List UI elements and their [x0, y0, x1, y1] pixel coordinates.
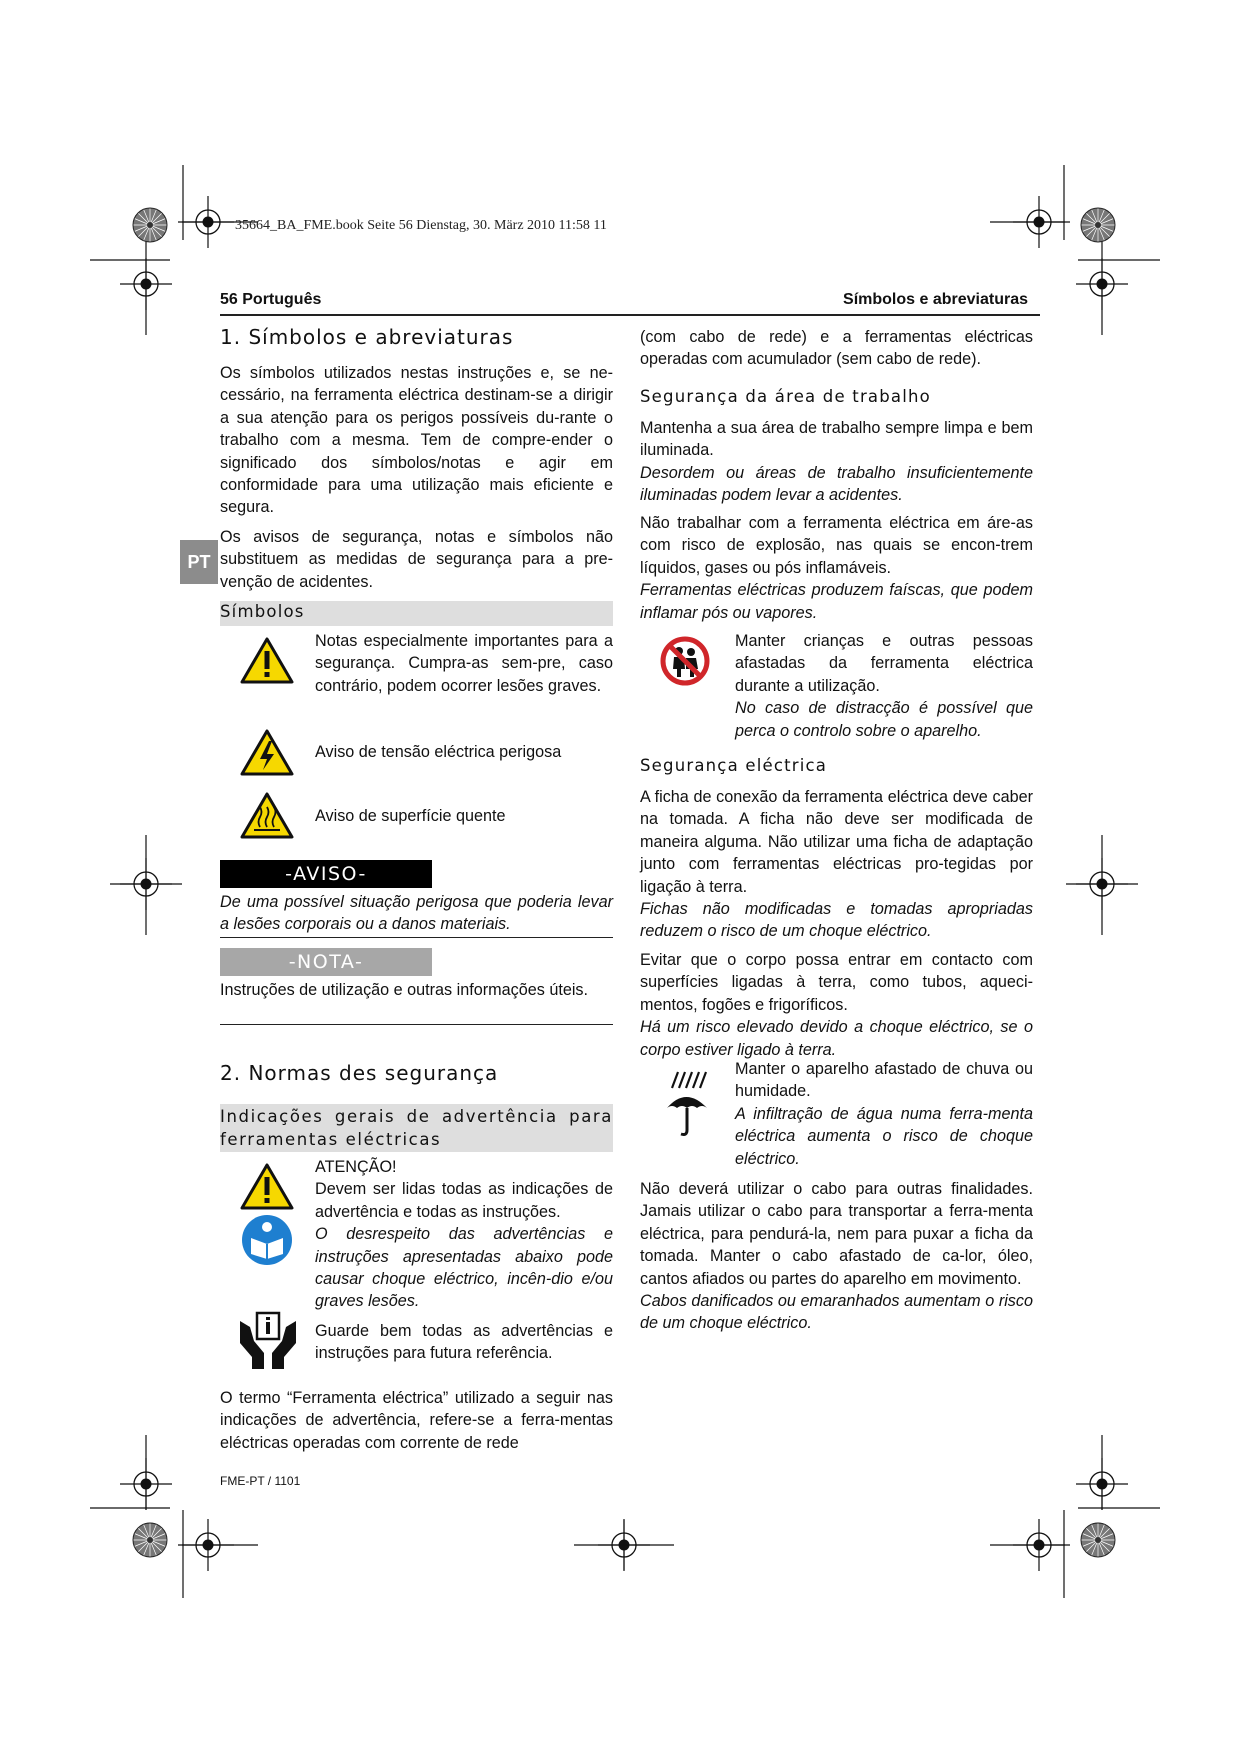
aviso-label: -AVISO- — [220, 860, 432, 888]
header-rule — [220, 314, 1040, 316]
children-consequence: No caso de distracção é possível que perca o controlo sobre o aparelho. — [735, 699, 1033, 740]
safety-notice-paragraph: Os avisos de segurança, notas e símbolos não substituem as medidas de segurança para a pre-venção de acidentes. — [220, 528, 613, 591]
nota-label: -NOTA- — [220, 948, 432, 976]
section-1-title: 1. Símbolos e abreviaturas — [220, 325, 514, 349]
nota-rule — [220, 1024, 613, 1025]
language-tab: PT — [180, 540, 218, 584]
keep-instructions-icon — [236, 1309, 300, 1371]
symbols-heading: Símbolos — [220, 602, 305, 621]
high-voltage-icon — [240, 728, 294, 776]
cable-text: Não deverá utilizar o cabo para outras finalidades. Jamais utilizar o cabo para transportar a ferra-menta eléctrica, para pendurá-la, nem para puxar a ficha da tomada. Manter o cabo afastado de ca-lor, óleo, cantos afiados ou partes do aparelho em movimento. — [640, 1180, 1033, 1288]
intro-paragraph: Os símbolos utilizados nestas instruções e, se ne-cessário, na ferramenta eléctrica destinam-se a dirigir a sua atenção para os perigos possíveis du-rante o trabalho com a mesma. Tem de compre-ender o significado dos símbolos/notas e agir em conformidade para uma utilização mais eficiente e segura. — [220, 364, 613, 517]
nota-text: Instruções de utilização e outras informações úteis. — [220, 981, 589, 999]
atencao-consequence: O desrespeito das advertências e instruções apresentadas abaixo pode causar choque eléctrico, incên-dio e/ou graves lesões. — [315, 1225, 613, 1311]
warning-triangle-icon — [240, 636, 294, 684]
work-area-heading: Segurança da área de trabalho — [640, 387, 931, 406]
page-header-right: Símbolos e abreviaturas — [843, 291, 1028, 308]
aviso-text: De uma possível situação perigosa que poderia levar a lesões corporais ou a danos materiais. — [220, 893, 613, 934]
keep-children-away-icon — [660, 636, 710, 686]
atencao-label: ATENÇÃO! — [315, 1158, 397, 1176]
symbol-voltage-text: Aviso de tensão eléctrica perigosa — [315, 743, 562, 761]
warning-triangle-icon — [240, 1162, 294, 1210]
guarde-text: Guarde bem todas as advertências e instruções para futura referência. — [315, 1322, 613, 1363]
symbol-hot-text: Aviso de superfície quente — [315, 807, 506, 825]
general-warnings-heading: Indicações gerais de advertência para ferramentas eléctricas — [220, 1107, 613, 1149]
book-file-info: 35664_BA_FME.book Seite 56 Dienstag, 30. März 2010 11:58 11 — [235, 218, 607, 233]
page-header-left: 56 Português — [220, 291, 322, 308]
children-text: Manter crianças e outras pessoas afastadas da ferramenta eléctrica durante a utilização. — [735, 632, 1033, 695]
rain-text: Manter o aparelho afastado de chuva ou humidade. — [735, 1060, 1033, 1101]
rain-consequence: A infiltração de água numa ferra-menta eléctrica aumenta o risco de choque eléctrico. — [735, 1104, 1033, 1168]
termo-continuation: (com cabo de rede) e a ferramentas eléctricas operadas com acumulador (sem cabo de rede). — [640, 328, 1033, 369]
explosion-text: Não trabalhar com a ferramenta eléctrica em áre-as com risco de explosão, nas quais se encon-trem líquidos, gases ou pós inflamáveis. — [640, 514, 1033, 577]
grounding-text: Evitar que o corpo possa entrar em contacto com superfícies ligadas à terra, como tubos, aqueci-mentos, fogões e frigoríficos. — [640, 951, 1033, 1014]
electrical-safety-heading: Segurança eléctrica — [640, 756, 828, 775]
termo-paragraph: O termo “Ferramenta eléctrica” utilizado a seguir nas indicações de advertência, refere-se a ferra-mentas eléctricas operadas com corrente de rede — [220, 1389, 613, 1452]
work-area-text: Mantenha a sua área de trabalho sempre limpa e bem iluminada. — [640, 419, 1033, 460]
section-2-title: 2. Normas des segurança — [220, 1061, 499, 1085]
plug-consequence: Fichas não modificadas e tomadas apropriadas reduzem o risco de um choque eléctrico. — [640, 900, 1033, 941]
plug-text: A ficha de conexão da ferramenta eléctrica deve caber na tomada. A ficha não deve ser modificada de maneira alguma. Não utilizar uma ficha de adaptação junto com ferramentas eléctricas pro-tegidas por ligação à terra. — [640, 788, 1033, 896]
atencao-text: Devem ser lidas todas as indicações de advertência e todas as instruções. — [315, 1180, 613, 1221]
aviso-rule — [220, 937, 613, 938]
cable-consequence: Cabos danificados ou emaranhados aumentam o risco de um choque eléctrico. — [640, 1292, 1033, 1333]
page-footer-code: FME-PT / 1101 — [220, 1474, 301, 1488]
work-area-consequence: Desordem ou áreas de trabalho insuficientemente iluminadas podem levar a acidentes. — [640, 463, 1033, 505]
explosion-consequence: Ferramentas eléctricas produzem faíscas, que podem inflamar pós ou vapores. — [640, 581, 1033, 622]
rain-umbrella-icon — [662, 1066, 712, 1138]
read-manual-icon — [241, 1214, 293, 1266]
grounding-consequence: Há um risco elevado devido a choque eléctrico, se o corpo estiver ligado à terra. — [640, 1018, 1033, 1059]
symbol-warning-text: Notas especialmente importantes para a segurança. Cumpra-as sem-pre, caso contrário, podem ocorrer lesões graves. — [315, 632, 613, 695]
hot-surface-icon — [240, 791, 294, 839]
